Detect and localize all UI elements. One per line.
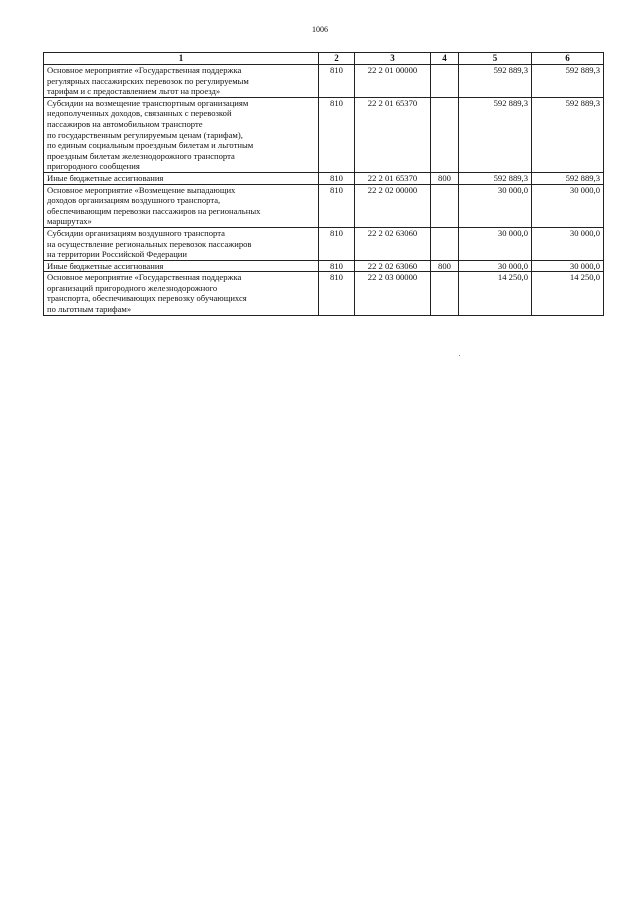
cell-expense-type: 800 xyxy=(431,172,459,184)
cell-name xyxy=(44,260,319,272)
name-line: маршрутах» xyxy=(47,216,92,227)
name-line: Субсидии на возмещение транспортным организациям xyxy=(47,97,249,108)
table-body xyxy=(44,65,604,316)
cell-amount-year-2: 14 250,0 xyxy=(532,272,604,315)
name-line: регулярных пассажирских перевозок по регулируемым xyxy=(47,75,249,86)
cell-amount-year-1: 592 889,3 xyxy=(459,65,532,98)
cell-target-article: 22 2 02 63060 xyxy=(355,260,431,272)
cell-expense-type xyxy=(431,272,459,315)
name-line: на осуществление региональных перевозок пассажиров xyxy=(47,238,252,249)
name-line: по единым социальным проездным билетам и льготным xyxy=(47,140,254,151)
header-col-4: 4 xyxy=(431,53,459,65)
cell-target-article: 22 2 02 63060 xyxy=(355,227,431,260)
cell-amount-year-2: 30 000,0 xyxy=(532,227,604,260)
cell-amount-year-2: 592 889,3 xyxy=(532,97,604,172)
cell-chapter: 810 xyxy=(319,172,355,184)
cell-chapter: 810 xyxy=(319,227,355,260)
cell-target-article: 22 2 01 65370 xyxy=(355,97,431,172)
name-line: проездным билетам железнодорожного транспорта xyxy=(47,150,235,161)
cell-target-article: 22 2 01 65370 xyxy=(355,172,431,184)
name-line: по льготным тарифам» xyxy=(47,304,132,315)
cell-name xyxy=(44,184,319,227)
cell-name xyxy=(44,227,319,260)
name-line: пригородного сообщения xyxy=(47,161,140,172)
name-line: Основное мероприятие «Государственная поддержка xyxy=(47,65,242,75)
name-line: пассажиров на автомобильном транспорте xyxy=(47,118,203,129)
name-line: тарифам и с предоставлением льгот на проезд» xyxy=(47,86,221,97)
cell-amount-year-2: 592 889,3 xyxy=(532,65,604,98)
cell-amount-year-2: 30 000,0 xyxy=(532,184,604,227)
cell-amount-year-2: 592 889,3 xyxy=(532,172,604,184)
name-line: организаций пригородного железнодорожного xyxy=(47,282,218,293)
name-line: доходов организациям воздушного транспорта, xyxy=(47,195,221,206)
cell-amount-year-1: 30 000,0 xyxy=(459,184,532,227)
cell-amount-year-1: 14 250,0 xyxy=(459,272,532,315)
cell-target-article: 22 2 01 00000 xyxy=(355,65,431,98)
cell-target-article: 22 2 02 00000 xyxy=(355,184,431,227)
name-line: Основное мероприятие «Государственная поддержка xyxy=(47,272,242,283)
cell-amount-year-1: 30 000,0 xyxy=(459,260,532,272)
name-line: Иные бюджетные ассигнования xyxy=(47,260,164,271)
header-col-6: 6 xyxy=(532,53,604,65)
table-row xyxy=(44,97,604,172)
table-header-row xyxy=(44,53,604,65)
cell-amount-year-1: 30 000,0 xyxy=(459,227,532,260)
table-row xyxy=(44,172,604,184)
cell-chapter: 810 xyxy=(319,272,355,315)
name-line: Иные бюджетные ассигнования xyxy=(47,172,164,183)
table-row xyxy=(44,260,604,272)
cell-name xyxy=(44,65,319,98)
cell-amount-year-1: 592 889,3 xyxy=(459,97,532,172)
cell-expense-type: 800 xyxy=(431,260,459,272)
cell-expense-type xyxy=(431,97,459,172)
name-line: по государственным регулируемым ценам (тарифам), xyxy=(47,129,243,140)
scan-dot xyxy=(459,355,460,356)
header-col-1: 1 xyxy=(44,53,319,65)
cell-expense-type xyxy=(431,65,459,98)
cell-chapter: 810 xyxy=(319,97,355,172)
cell-expense-type xyxy=(431,184,459,227)
header-col-2: 2 xyxy=(319,53,355,65)
cell-expense-type xyxy=(431,227,459,260)
name-line: Субсидии организациям воздушного транспорта xyxy=(47,227,225,238)
cell-name xyxy=(44,97,319,172)
cell-amount-year-1: 592 889,3 xyxy=(459,172,532,184)
cell-name xyxy=(44,172,319,184)
name-line: транспорта, обеспечивающих перевозку обучающихся xyxy=(47,293,247,304)
name-line: на территории Российской Федерации xyxy=(47,249,187,260)
name-line: обеспечивающим перевозки пассажиров на региональных xyxy=(47,205,261,216)
cell-chapter: 810 xyxy=(319,65,355,98)
table-row xyxy=(44,227,604,260)
cell-chapter: 810 xyxy=(319,260,355,272)
budget-table xyxy=(43,52,604,316)
table-row xyxy=(44,65,604,98)
page-number: 1006 xyxy=(312,25,328,34)
cell-chapter: 810 xyxy=(319,184,355,227)
name-line: Основное мероприятие «Возмещение выпадающих xyxy=(47,184,236,195)
header-col-3: 3 xyxy=(355,53,431,65)
cell-amount-year-2: 30 000,0 xyxy=(532,260,604,272)
cell-name xyxy=(44,272,319,315)
name-line: недополученных доходов, связанных с перевозкой xyxy=(47,108,232,119)
cell-target-article: 22 2 03 00000 xyxy=(355,272,431,315)
table-row xyxy=(44,184,604,227)
header-col-5: 5 xyxy=(459,53,532,65)
table-row xyxy=(44,272,604,315)
